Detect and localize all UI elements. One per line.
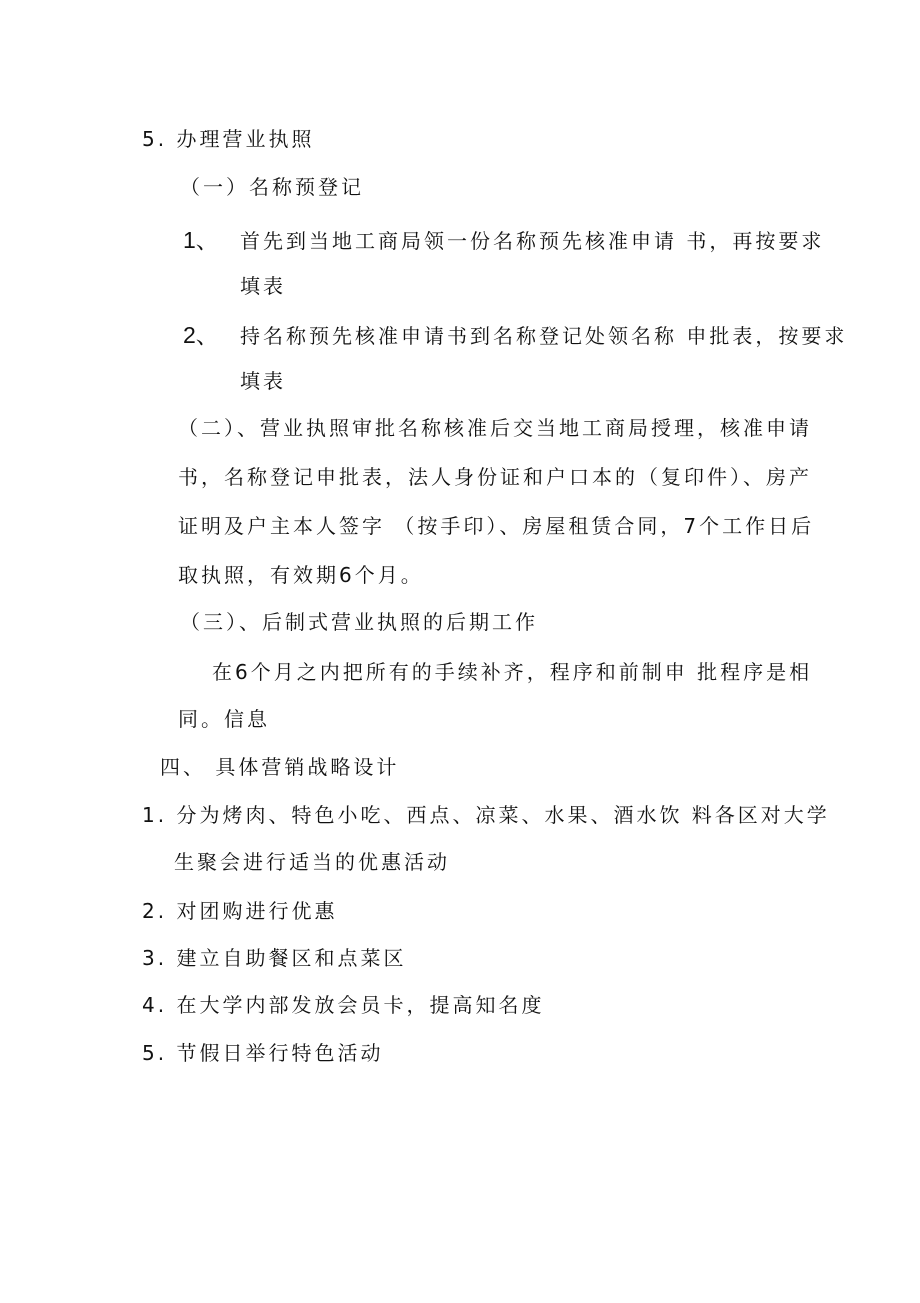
item-1-number: 1、 bbox=[183, 227, 219, 253]
subsection-2-line-4: 取执照，有效期6个月。 bbox=[178, 563, 424, 587]
item-1-text-line-1: 首先到当地工商局领一份名称预先核准申请 书，再按要求 bbox=[240, 229, 825, 253]
subsection-3-line-2: 同。信息 bbox=[178, 707, 270, 731]
strategy-item-2: 2. 对团购进行优惠 bbox=[142, 899, 338, 923]
section-4-title: 四、 具体营销战略设计 bbox=[160, 755, 400, 779]
item-2-text-line-1: 持名称预先核准申请书到名称登记处领名称 申批表，按要求 bbox=[240, 324, 848, 348]
strategy-item-3: 3. 建立自助餐区和点菜区 bbox=[142, 946, 407, 970]
strategy-item-1-line-2: 生聚会进行适当的优惠活动 bbox=[174, 850, 450, 874]
strategy-item-5: 5. 节假日举行特色活动 bbox=[142, 1041, 384, 1065]
item-2-text-line-2: 填表 bbox=[240, 369, 286, 393]
section-5-title: 5. 办理营业执照 bbox=[142, 127, 315, 151]
strategy-item-1-line-1: 1. 分为烤肉、特色小吃、西点、凉菜、水果、酒水饮 料各区对大学 bbox=[142, 803, 830, 827]
item-1-text-line-2: 填表 bbox=[240, 274, 286, 298]
strategy-item-4: 4. 在大学内部发放会员卡，提高知名度 bbox=[142, 993, 545, 1017]
item-2-number: 2、 bbox=[183, 322, 219, 348]
subsection-3-heading: （三）、后制式营业执照的后期工作 bbox=[180, 610, 538, 634]
subsection-2-line-1: （二）、营业执照审批名称核准后交当地工商局授理，核准申请 bbox=[178, 416, 812, 440]
subsection-1-heading: （一）名称预登记 bbox=[180, 175, 364, 199]
subsection-2-line-2: 书，名称登记申批表，法人身份证和户口本的（复印件）、房产 bbox=[178, 465, 812, 489]
subsection-2-line-3: 证明及户主本人签字 （按手印）、房屋租赁合同，7个工作日后 bbox=[178, 514, 815, 538]
subsection-3-line-1: 在6个月之内把所有的手续补齐，程序和前制申 批程序是相 bbox=[212, 660, 813, 684]
